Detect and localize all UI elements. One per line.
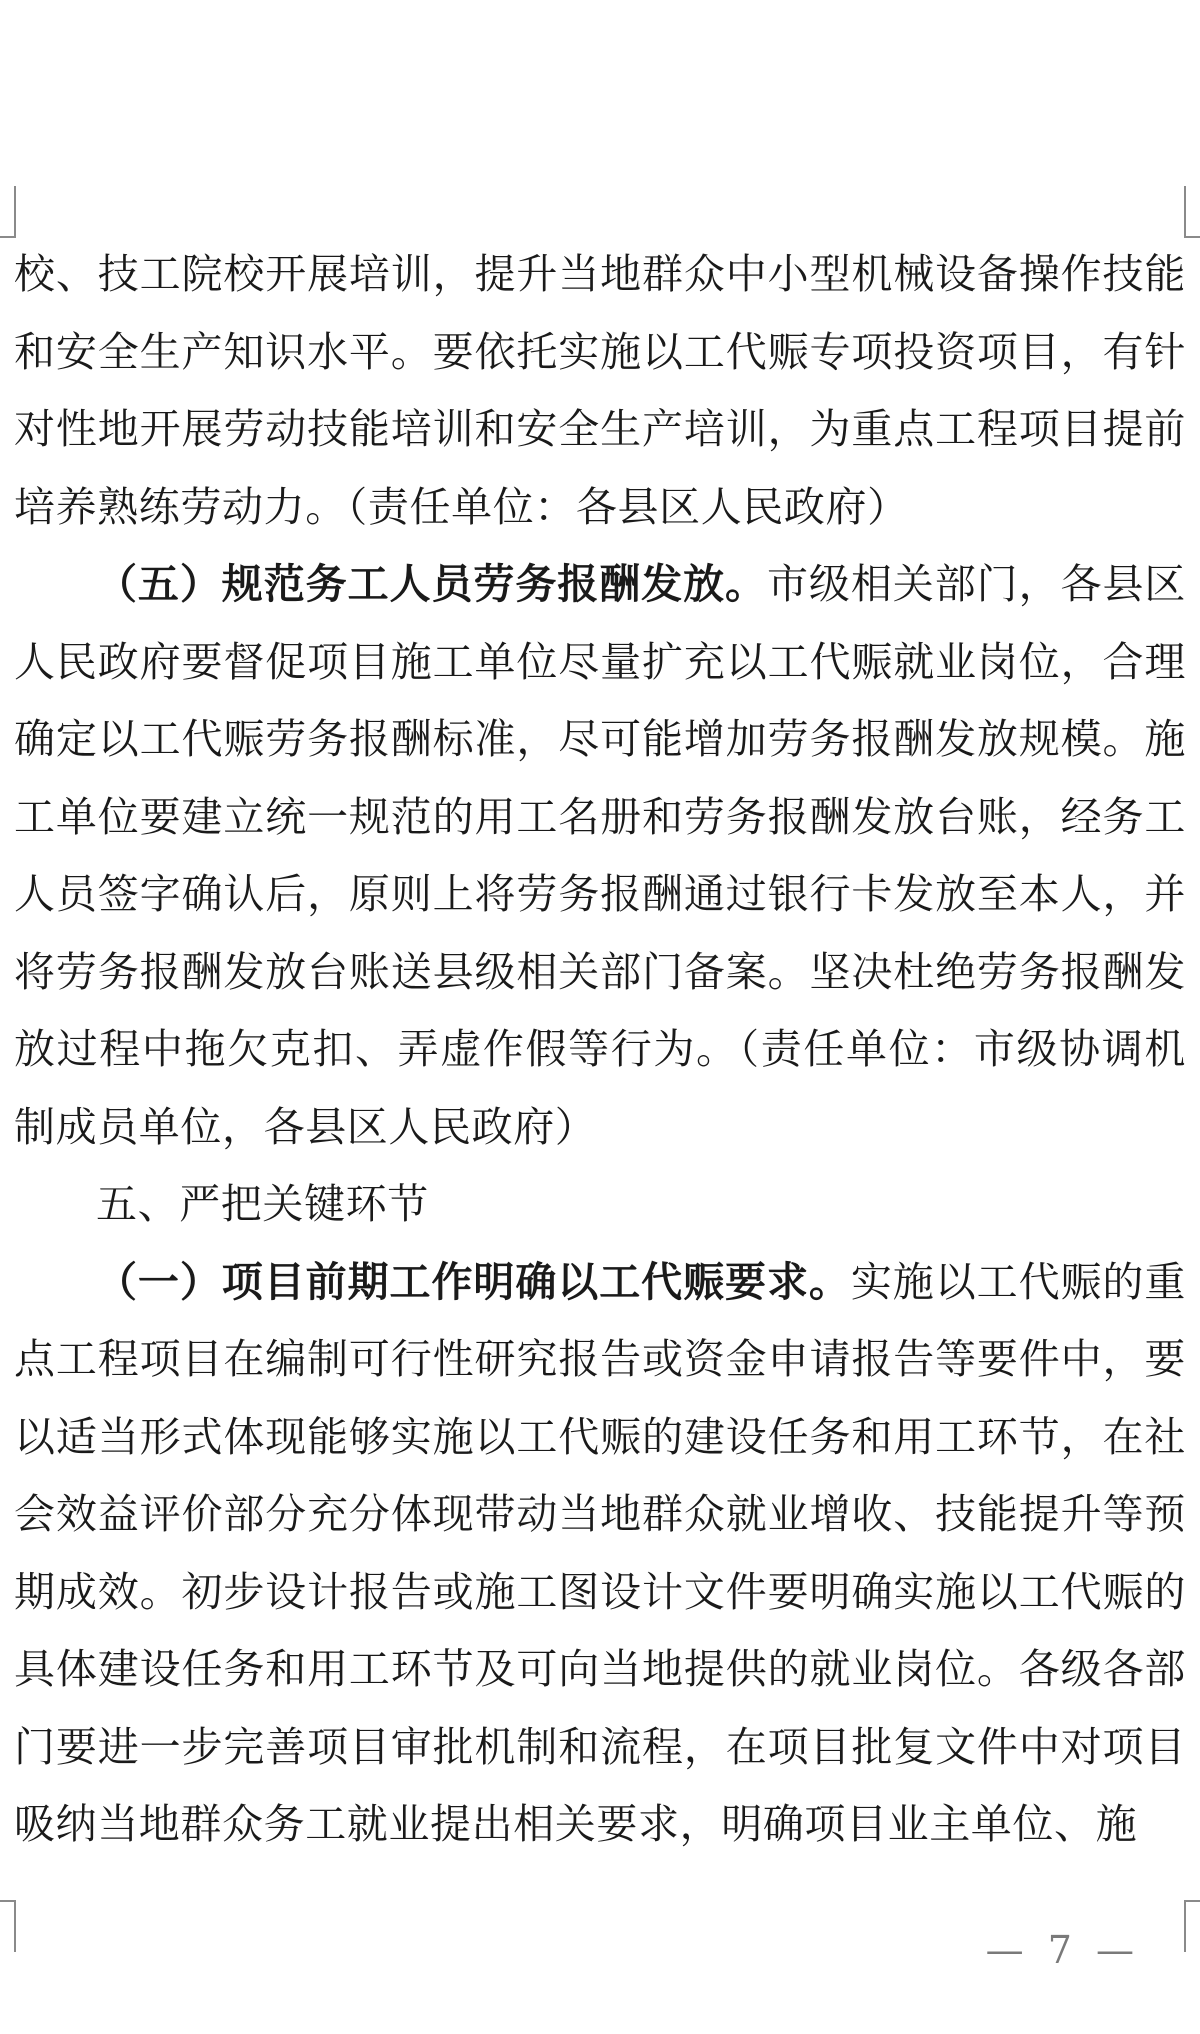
- paragraph-preliminary-work: [14, 1244, 1186, 1864]
- crop-mark-bottom-left: [0, 1900, 16, 1952]
- paragraph-preliminary-work-body: 实施以工代赈的重点工程项目在编制可行性研究报告或资金申请报告等要件中，要以适当形式体现能够实施以工代赈的建设任务和用工环节，在社会效益评价部分充分体现带动当地群众就业增收、技能提升等预期成效。初步设计报告或施工图设计文件要明确实施以工代赈的具体建设任务和用工环节及可向当地提供的就业岗位。各级各部门要进一步完善项目审批机制和流程，在项目批复文件中对项目吸纳当地群众务工就业提出相关要求，明确项目业主单位、施: [14, 1257, 1186, 1848]
- page-number: — 7 —: [985, 1928, 1140, 1972]
- paragraph-labor-remuneration-body: 市级相关部门，各县区人民政府要督促项目施工单位尽量扩充以工代赈就业岗位，合理确定以工代赈劳务报酬标准，尽可能增加劳务报酬发放规模。施工单位要建立统一规范的用工名册和劳务报酬发放台账，经务工人员签字确认后，原则上将劳务报酬通过银行卡发放至本人，并将劳务报酬发放台账送县级相关部门备案。坚决杜绝劳务报酬发放过程中拖欠克扣、弄虚作假等行为。（责任单位：市级协调机制成员单位，各县区人民政府）: [14, 560, 1186, 1151]
- subheading-labor-remuneration: （五）规范务工人员劳务报酬发放。: [96, 560, 767, 608]
- crop-mark-top-left: [0, 186, 16, 238]
- crop-mark-top-right: [1184, 186, 1200, 238]
- paragraph-labor-remuneration: [14, 546, 1186, 1166]
- crop-mark-bottom-right: [1184, 1900, 1200, 1952]
- document-body: [14, 236, 1186, 1864]
- paragraph-training: 校、技工院校开展培训，提升当地群众中小型机械设备操作技能和安全生产知识水平。要依托实施以工代赈专项投资项目，有针对性地开展劳动技能培训和安全生产培训，为重点工程项目提前培养熟练劳动力。（责任单位：各县区人民政府）: [14, 250, 1186, 531]
- subheading-preliminary-work: （一）项目前期工作明确以工代赈要求。: [96, 1257, 851, 1306]
- section-heading-key-links: 五、严把关键环节: [96, 1180, 429, 1228]
